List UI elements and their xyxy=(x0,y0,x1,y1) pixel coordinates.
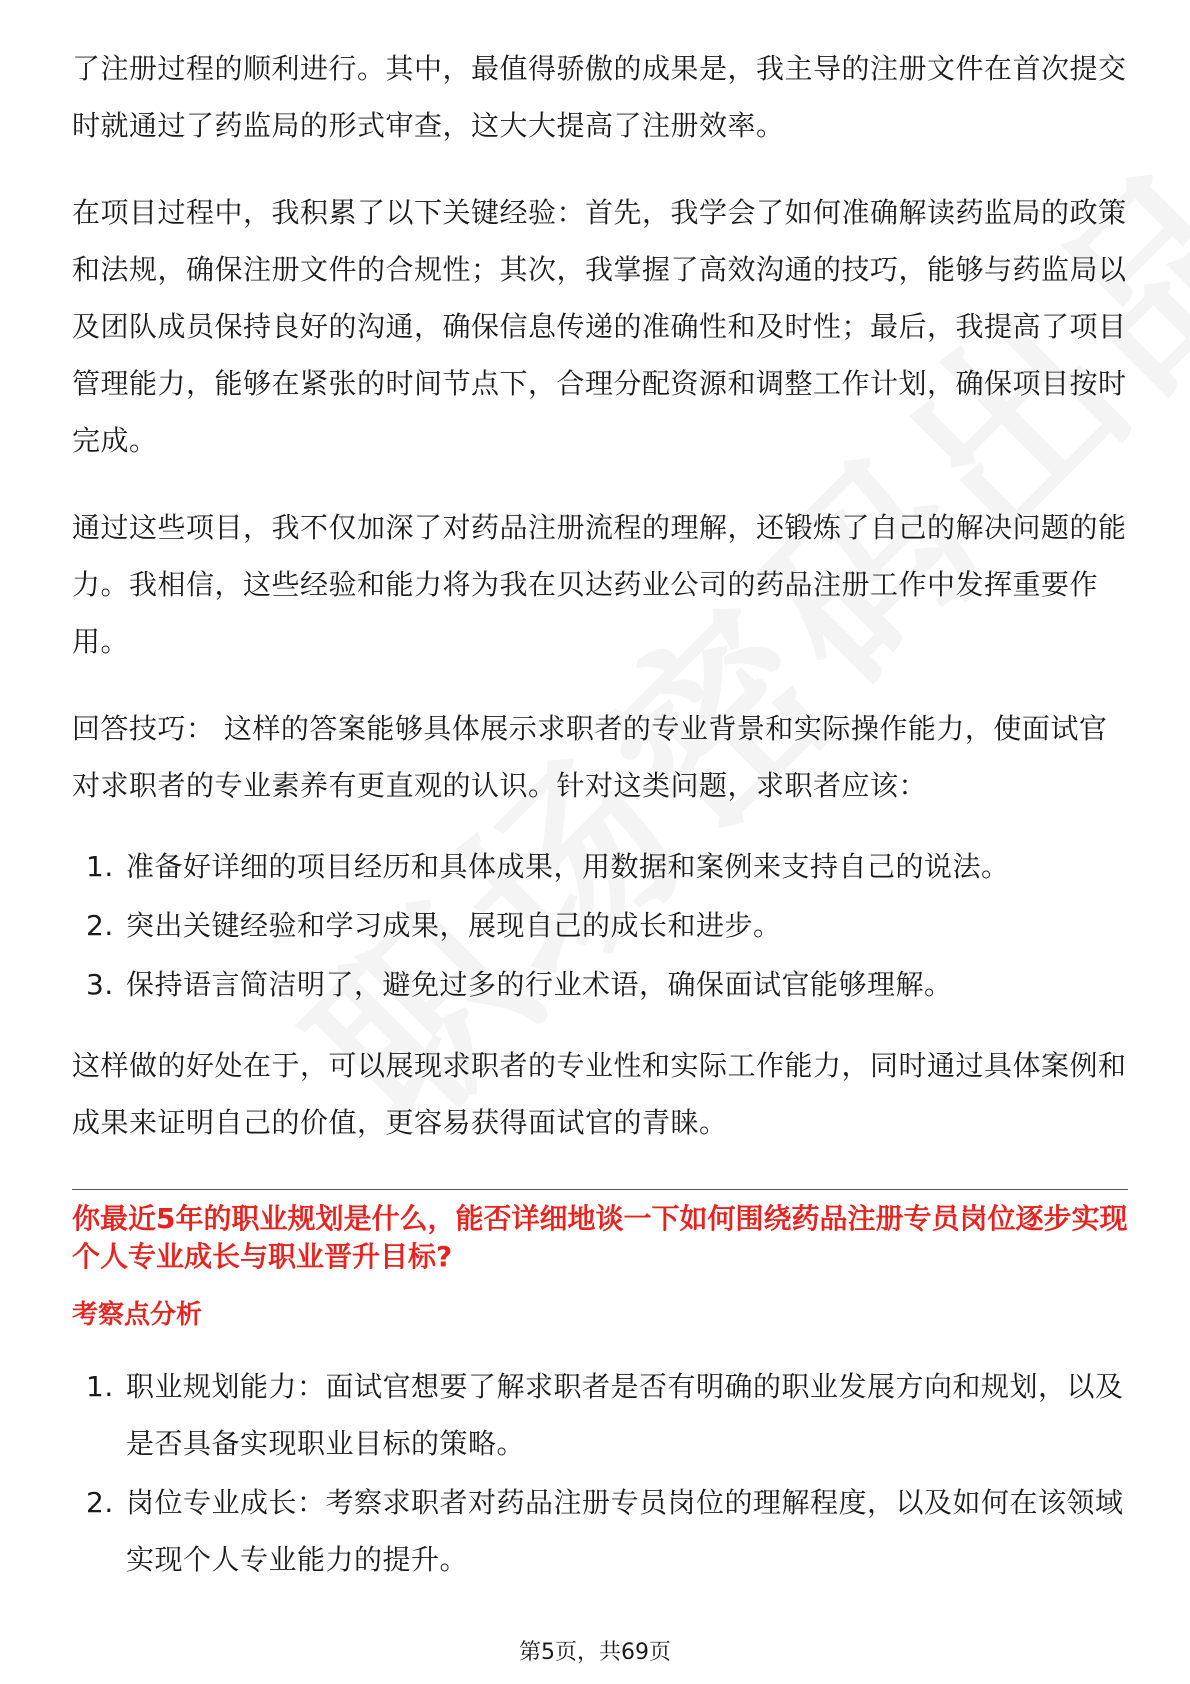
list-text: 突出关键经验和学习成果，展现自己的成长和进步。 xyxy=(126,909,782,942)
page-footer xyxy=(0,1635,1190,1666)
list-text: 岗位专业成长：考察求职者对药品注册专员岗位的理解程度，以及如何在该领域实现个人专业能力的提升。 xyxy=(126,1486,1124,1576)
list-number: 1. xyxy=(86,1370,114,1403)
list-item xyxy=(72,838,1128,895)
paragraph-answer-tips: 回答技巧： 这样的答案能够具体展示求职者的专业背景和实际操作能力，使面试官对求职者的专业素养有更直观的认识。针对这类问题，求职者应该： xyxy=(72,712,1108,802)
analysis-points-list xyxy=(72,1358,1128,1588)
list-item xyxy=(72,897,1128,954)
section-divider xyxy=(72,1189,1128,1190)
list-item xyxy=(72,1474,1128,1588)
document-page xyxy=(72,40,1128,1588)
paragraph-registration-result: 了注册过程的顺利进行。其中，最值得骄傲的成果是，我主导的注册文件在首次提交时就通过了药监局的形式审查，这大大提高了注册效率。 xyxy=(72,52,1127,142)
question-subtitle: 考察点分析 xyxy=(72,1300,203,1330)
list-number: 2. xyxy=(86,909,114,942)
list-item xyxy=(72,1358,1128,1472)
tips-list xyxy=(72,838,1128,1013)
paragraph-benefit: 这样做的好处在于，可以展现求职者的专业性和实际工作能力，同时通过具体案例和成果来证明自己的价值，更容易获得面试官的青睐。 xyxy=(72,1049,1127,1139)
page-number-label: 第5页，共69页 xyxy=(519,1640,671,1665)
list-text: 准备好详细的项目经历和具体成果，用数据和案例来支持自己的说法。 xyxy=(126,850,1010,883)
list-item xyxy=(72,956,1128,1013)
paragraph-key-experience: 在项目过程中，我积累了以下关键经验：首先，我学会了如何准确解读药监局的政策和法规，确保注册文件的合规性；其次，我掌握了高效沟通的技巧，能够与药监局以及团队成员保持良好的沟通，确保信息传递的准确性和及时性；最后，我提高了项目管理能力，能够在紧张的时间节点下，合理分配资源和调整工作计划，确保项目按时完成。 xyxy=(72,196,1127,457)
list-number: 2. xyxy=(86,1486,114,1519)
list-text: 职业规划能力：面试官想要了解求职者是否有明确的职业发展方向和规划，以及是否具备实现职业目标的策略。 xyxy=(126,1370,1124,1460)
list-number: 3. xyxy=(86,968,114,1001)
question-title: 你最近5年的职业规划是什么，能否详细地谈一下如何围绕药品注册专员岗位逐步实现个人专业成长与职业晋升目标? xyxy=(72,1202,1128,1273)
list-number: 1. xyxy=(86,850,114,883)
paragraph-summary: 通过这些项目，我不仅加深了对药品注册流程的理解，还锻炼了自己的解决问题的能力。我相信，这些经验和能力将为我在贝达药业公司的药品注册工作中发挥重要作用。 xyxy=(72,511,1127,658)
list-text: 保持语言简洁明了，避免过多的行业术语，确保面试官能够理解。 xyxy=(126,968,953,1001)
